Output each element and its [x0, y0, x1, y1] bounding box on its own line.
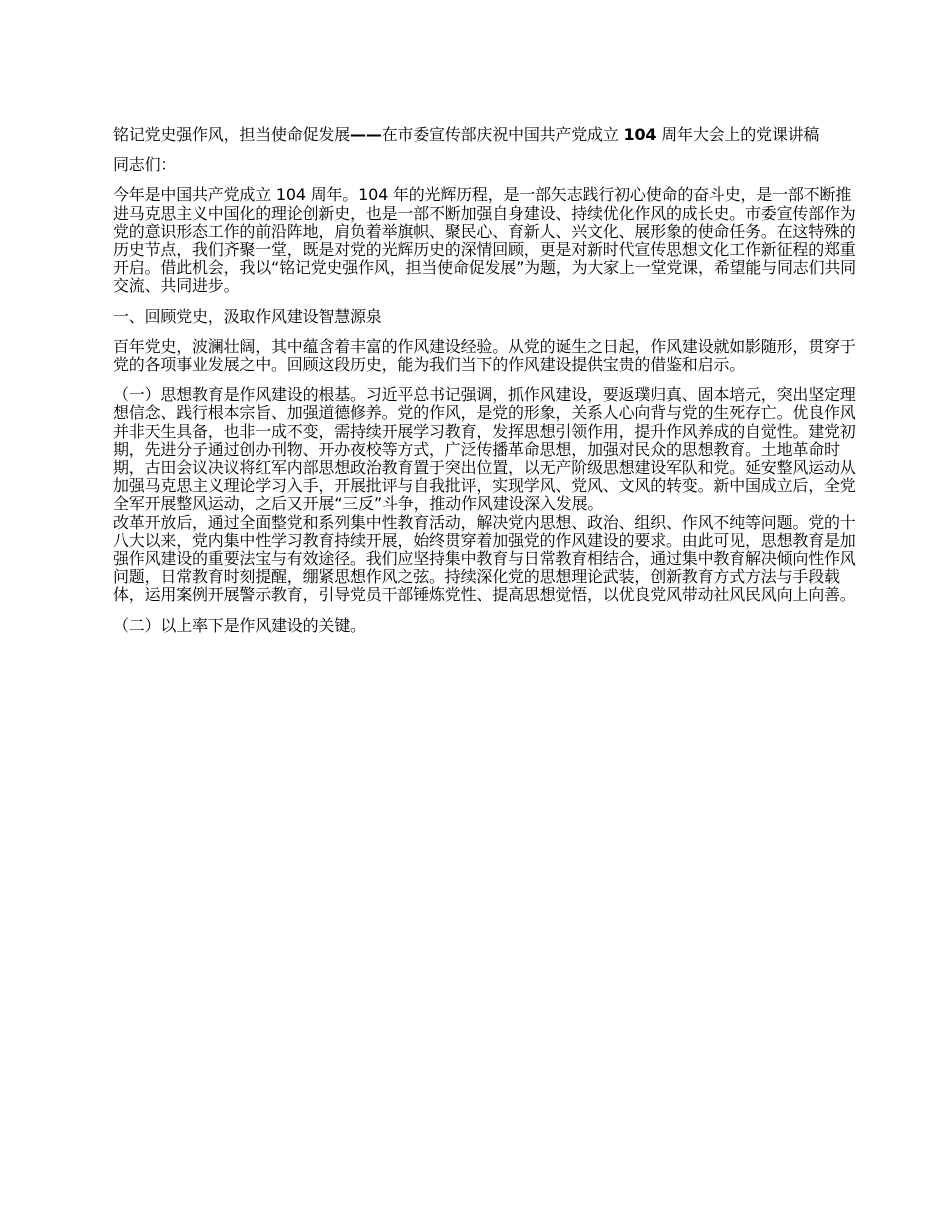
salutation: 同志们： [113, 155, 177, 175]
subsection-1-part1: （一）思想教育是作风建设的根基。习近平总书记强调，抓作风建设，要返璞归真、固本培元，突出坚定理想信念、践行根本宗旨、加强道德修养。党的作风，是党的形象，关系人心向背与党的生死存亡。优良作风并非天生具备，也非一成不变，需持续开展学习教育，发挥思想引领作用，提升作风养成的自觉性。建党初期，先进分子通过创办刊物、开办夜校等方式，广泛传播革命思想，加强对民众的思想教育。土地革命时期，古田会议决议将红军内部思想政治教育置于突出位置，以无产阶级思想建设军队和党。延安整风运动从加强马克思主义理论学习入手，开展批评与自我批评，实现学风、党风、文风的转变。新中国成立后，全党全军开展整风运动，之后又开展“三反”斗争，推动作风建设深入发展。 [113, 385, 856, 514]
title-number: 104 [623, 125, 657, 144]
document-title [113, 126, 858, 144]
document-page [113, 126, 858, 647]
title-main: 铭记党史强作风，担当使命促发展 [113, 125, 351, 144]
title-subtitle: 在市委宣传部庆祝中国共产党成立 [381, 125, 619, 144]
subsection-2-heading: （二）以上率下是作风建设的关键。 [113, 615, 366, 635]
subsection-1-paragraph [113, 386, 858, 604]
title-dash: —— [350, 125, 382, 144]
section-1-intro-paragraph: 百年党史，波澜壮阔，其中蕴含着丰富的作风建设经验。从党的诞生之日起，作风建设就如影随形，贯穿于党的各项事业发展之中。回顾这段历史，能为我们当下的作风建设提供宝贵的借鉴和启示。 [113, 336, 856, 375]
section-1-heading: 一、回顾党史，汲取作风建设智慧源泉 [113, 306, 382, 326]
intro-paragraph: 今年是中国共产党成立 104 周年。104 年的光辉历程，是一部矢志践行初心使命的奋斗史，是一部不断推进马克思主义中国化的理论创新史，也是一部不断加强自身建设、持续优化作风的成长史。市委宣传部作为党的意识形态工作的前沿阵地，肩负着举旗帜、聚民心、育新人、兴文化、展形象的使命任务。在这特殊的历史节点，我们齐聚一堂，既是对党的光辉历史的深情回顾，更是对新时代宣传思想文化工作新征程的郑重开启。借此机会，我以“铭记党史强作风，担当使命促发展”为题，为大家上一堂党课，希望能与同志们共同交流、共同进步。 [113, 185, 856, 296]
title-subtitle-end: 周年大会上的党课讲稿 [661, 125, 820, 144]
subsection-1-part2: 改革开放后，通过全面整党和系列集中性教育活动，解决党内思想、政治、组织、作风不纯等问题。党的十八大以来，党内集中性学习教育持续开展，始终贯穿着加强党的作风建设的要求。由此可见，思想教育是加强作风建设的重要法宝与有效途径。我们应坚持集中教育与日常教育相结合，通过集中教育解决倾向性作风问题，日常教育时刻提醒，绷紧思想作风之弦。持续深化党的思想理论武装，创新教育方式方法与手段载体，运用案例开展警示教育，引导党员干部锤炼党性、提高思想觉悟，以优良党风带动社风民风向上向善。 [113, 512, 856, 605]
